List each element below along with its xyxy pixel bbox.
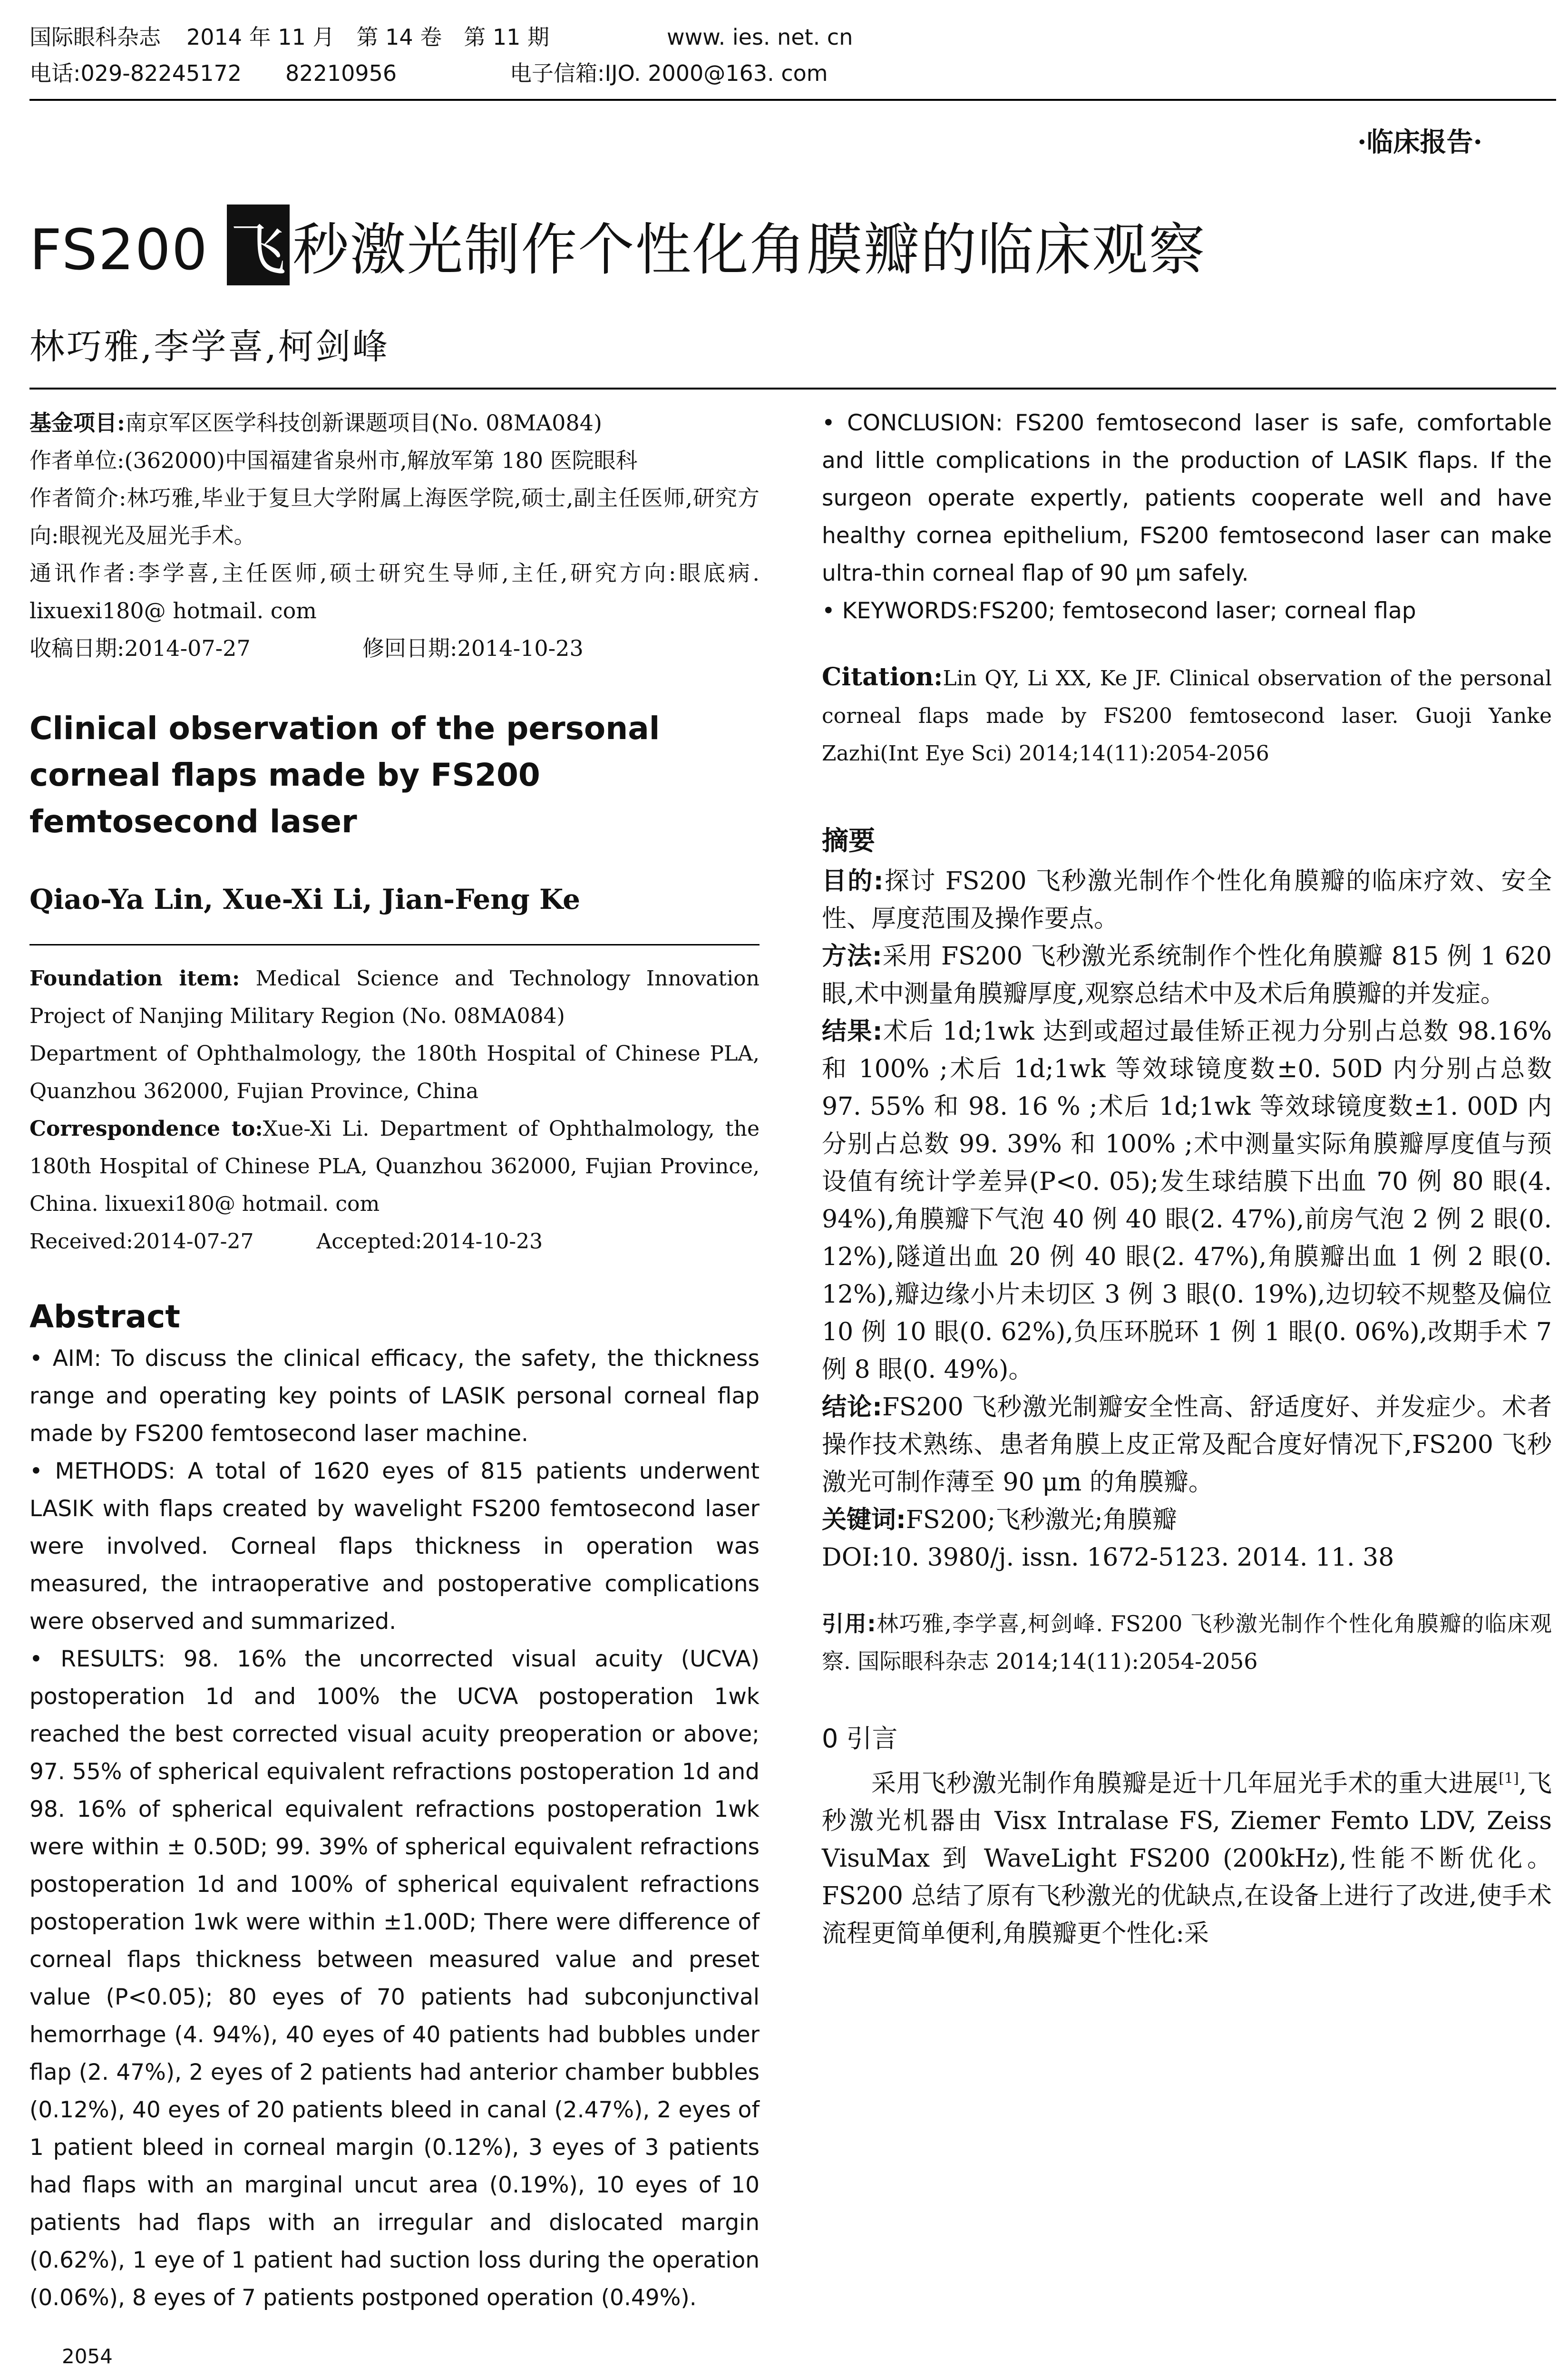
page-number: 2054 — [62, 2345, 113, 2368]
abstract-conclusion: • CONCLUSION: FS200 femtosecond laser is safe, comfortable and little complications in the production of LASIK flaps. If the surgeon operate expertly, patients cooperate well and have healthy cornea epithelium, FS200 femtosecond laser can make ultra-thin corneal flap of 90 μm safely. — [822, 410, 1552, 586]
abstract-continued — [822, 404, 1552, 630]
authors-en: Qiao-Ya Lin, Xue-Xi Li, Jian-Feng Ke — [29, 883, 581, 916]
citation-en — [822, 658, 1552, 772]
fund-text: 南京军区医学科技创新课题项目(No. 08MA084) — [125, 410, 602, 436]
journal-header — [29, 19, 1537, 91]
received-date: 收稿日期:2014-07-27 — [29, 635, 251, 661]
unit-label: 作者单位: — [29, 448, 125, 473]
cn-keywords-label: 关键词: — [822, 1506, 906, 1534]
authors-cn: 林巧雅,李学喜,柯剑峰 — [29, 326, 390, 367]
cn-aim-text: 探讨 FS200 飞秒激光制作个性化角膜瓣的临床疗效、安全性、厚度范围及操作要点。 — [822, 867, 1552, 933]
abstract-keywords: • KEYWORDS:FS200; femtosecond laser; corneal flap — [822, 598, 1416, 624]
section-tag: ·临床报告· — [1357, 127, 1482, 158]
journal-phone: 电话:029-82245172 82210956 — [29, 60, 397, 86]
right-column-content — [822, 404, 1552, 1953]
cn-aim-label: 目的: — [822, 867, 884, 896]
correspondence-text: Xue-Xi Li. Department of Ophthalmology, the 180th Hospital of Chinese PLA, Quanzhou 362000, Fujian Province, China. lixuexi180@ hotmail. com — [29, 1117, 760, 1216]
meta-cn — [29, 404, 760, 667]
title-rule — [29, 388, 1556, 390]
authors-rule — [29, 944, 760, 945]
title-en: Clinical observation of the personal corneal flaps made by FS200 femtosecond laser — [29, 710, 660, 840]
abstract-results: • RESULTS: 98. 16% the uncorrected visual acuity (UCVA) postoperation 1d and 100% the UCVA postoperation 1wk reached the best corrected visual acuity preoperation or above; 97. 55% of spherical equivalent refractions postoperation 1d and 98. 16% of spherical equivalent refractions postoperation 1wk were within ± 0.50D; 99. 39% of spherical equivalent refractions postoperation 1d and 100% of spherical equivalent refractions postoperation 1wk were within ±1.00D; There were difference of corneal flaps thickness between measured value and preset value (P<0.05); 80 eyes of 70 patients had subconjunctival hemorrhage (4. 94%), 40 eyes of 40 patients had bubbles under flap (2. 47%), 2 eyes of 2 patients had anterior chamber bubbles (0.12%), 40 eyes of 20 patients bleed in canal (2.47%), 2 eyes of 1 patient bleed in corneal margin (0.12%), 3 eyes of 3 patients had flaps with an marginal uncut area (0.19%), 10 eyes of 10 patients had flaps with an irregular and dislocated margin (0.62%), 1 eye of 1 patient had suction loss during the operation (0.06%), 8 eyes of 7 patients postponed operation (0.49%). — [29, 1646, 760, 2311]
doi: DOI:10. 3980/j. issn. 1672-5123. 2014. 11. 38 — [822, 1543, 1394, 1572]
cn-results-label: 结果: — [822, 1017, 883, 1046]
bio-label: 作者简介: — [29, 485, 127, 511]
foundation-block — [29, 960, 760, 1260]
abstract-methods: • METHODS: A total of 1620 eyes of 815 patients underwent LASIK with flaps created by wavelight FS200 femtosecond laser were involved. Corneal flaps thickness in operation was measured, the intraoperative and postoperative complications were observed and summarized. — [29, 1458, 760, 1635]
cn-methods-text: 采用 FS200 飞秒激光系统制作个性化角膜瓣 815 例 1 620 眼,术中测量角膜瓣厚度,观察总结术中及术后角膜瓣的并发症。 — [822, 942, 1552, 1008]
title-cn-fly-char: 飞 — [227, 205, 290, 285]
title-cn — [29, 205, 1206, 285]
intro-text-a: 采用飞秒激光制作角膜瓣是近十几年屈光手术的重大进展 — [871, 1769, 1499, 1798]
header-rule — [29, 99, 1556, 101]
cn-conclusion-text: FS200 飞秒激光制瓣安全性高、舒适度好、并发症少。术者操作技术熟练、患者角膜上皮正常及配合度好情况下,FS200 飞秒激光可制作薄至 90 μm 的角膜瓣。 — [822, 1393, 1552, 1497]
journal-name: 国际眼科杂志 — [29, 24, 161, 50]
citation-text: Lin QY, Li XX, Ke JF. Clinical observation of the personal corneal flaps made by FS200 femtosecond laser. Guoji Yanke Zazhi(Int Eye Sci) 2014;14(11):2054-2056 — [822, 666, 1552, 766]
intro-text-b: ,飞秒激光机器由 Visx Intralase FS, Ziemer Femto LDV, Zeiss VisuMax 到 WaveLight FS200 (200kHz),性能不断优化。FS200 总结了原有飞秒激光的优缺点,在设备上进行了改进,使手术流程更简单便利,角膜瓣更个性化:采 — [822, 1769, 1552, 1948]
cn-methods-label: 方法: — [822, 942, 882, 971]
department-text: Department of Ophthalmology, the 180th Hospital of Chinese PLA, Quanzhou 362000, Fujian Province, China — [29, 1042, 760, 1103]
abstract-body — [29, 1340, 760, 2317]
received-accepted: Received:2014-07-27 Accepted:2014-10-23 — [29, 1229, 543, 1254]
foundation-text: Medical Science and Technology Innovation Project of Nanjing Military Region (No. 08MA084) — [29, 966, 760, 1028]
abstract-aim: • AIM: To discuss the clinical efficacy, the safety, the thickness range and operating key points of LASIK personal corneal flap made by FS200 femtosecond laser machine. — [29, 1345, 760, 1447]
abstract-heading: Abstract — [29, 1298, 180, 1335]
journal-website[interactable]: www. ies. net. cn — [667, 24, 853, 50]
bio-text: 林巧雅,毕业于复旦大学附属上海医学院,硕士,副主任医师,研究方向:眼视光及屈光手术。 — [29, 485, 760, 548]
cn-conclusion-label: 结论: — [822, 1393, 882, 1422]
intro-paragraph — [822, 1760, 1552, 1953]
corr-text: 李学喜,主任医师,硕士研究生导师,主任,研究方向:眼底病. lixuexi180@ hotmail. com — [29, 560, 760, 623]
citation-cn-text: 林巧雅,李学喜,柯剑峰. FS200 飞秒激光制作个性化角膜瓣的临床观察. 国际眼科杂志 2014;14(11):2054-2056 — [822, 1611, 1552, 1674]
title-cn-prefix: FS200 — [29, 217, 208, 283]
citation-cn — [822, 1605, 1552, 1680]
intro-heading: 0 引言 — [822, 1724, 898, 1754]
corr-label: 通讯作者: — [29, 560, 136, 586]
journal-email[interactable]: 电子信箱:IJO. 2000@163. com — [510, 60, 828, 86]
fund-label: 基金项目: — [29, 410, 125, 436]
citation-label: Citation: — [822, 662, 943, 692]
reference-1[interactable]: [1] — [1499, 1770, 1519, 1787]
correspondence-label: Correspondence to: — [29, 1117, 263, 1141]
revised-date: 修回日期:2014-10-23 — [362, 635, 584, 661]
abstract-cn-heading: 摘要 — [822, 826, 875, 857]
foundation-label: Foundation item: — [29, 966, 240, 991]
citation-cn-label: 引用: — [822, 1611, 876, 1637]
abstract-cn-body — [822, 863, 1552, 1577]
title-cn-rest: 秒激光制作个性化角膜瓣的临床观察 — [292, 217, 1206, 283]
unit-text: (362000)中国福建省泉州市,解放军第 180 医院眼科 — [124, 448, 638, 473]
cn-keywords-text: FS200;飞秒激光;角膜瓣 — [906, 1506, 1177, 1534]
issue-info: 2014 年 11 月 第 14 卷 第 11 期 — [186, 24, 550, 50]
cn-results-text: 术后 1d;1wk 达到或超过最佳矫正视力分别占总数 98.16% 和 100% ;术后 1d;1wk 等效球镜度数±0. 50D 内分别占总数 97. 55% 和 98. 16 % ;术后 1d;1wk 等效球镜度数±1. 00D 内分别占总数 99. 39% 和 100% ;术中测量实际角膜瓣厚度值与预设值有统计学差异(P<0. 05);发生球结膜下出血 70 例 80 眼(4. 94%),角膜瓣下气泡 40 例 40 眼(2. 47%),前房气泡 2 例 2 眼(0. 12%),隧道出血 20 例 40 眼(2. 47%),角膜瓣出血 1 例 2 眼(0. 12%),瓣边缘小片未切区 3 例 3 眼(0. 19%),边切较不规整及偏位 10 例 10 眼(0. 62%),负压环脱环 1 例 1 眼(0. 06%),改期手术 7 例 8 眼(0. 49%)。 — [822, 1017, 1552, 1384]
left-column — [29, 404, 760, 2317]
